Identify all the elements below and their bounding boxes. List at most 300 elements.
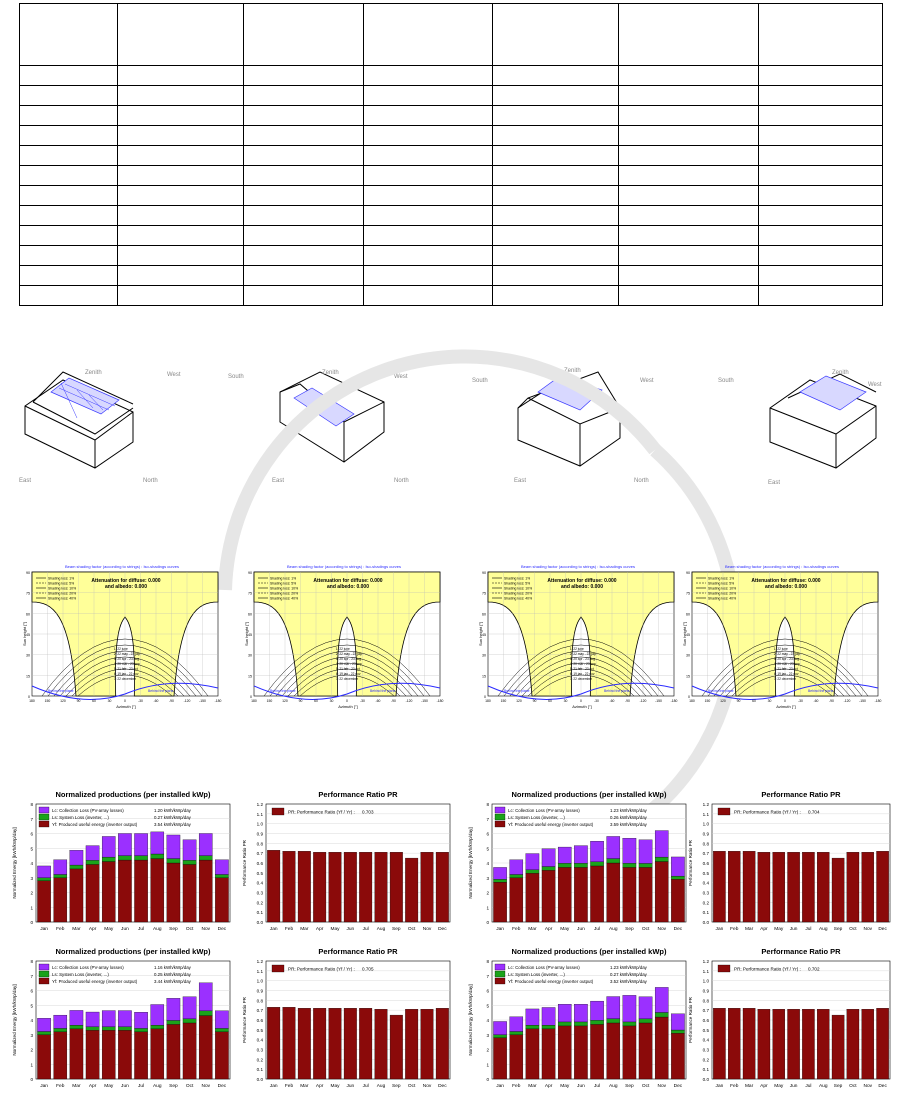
bar-lc: [510, 1017, 523, 1032]
bar-ls: [639, 1019, 652, 1023]
bar-yf: [590, 1024, 603, 1079]
bar-pr: [832, 1015, 844, 1079]
bar-lc: [199, 983, 212, 1011]
x-tick-label: Jun: [789, 1084, 798, 1089]
sun-path-date: 4: 20 mar - 23 sep: [569, 662, 596, 666]
bar-pr: [847, 1009, 859, 1079]
x-tick-label: Apr: [544, 927, 553, 932]
y-tick-label: 60: [26, 612, 30, 617]
y-tick-label: 0.9: [702, 988, 709, 994]
y-tick-label: 1.0: [256, 821, 263, 827]
y-tick-label: 5: [30, 1003, 33, 1009]
bar-lc: [493, 1021, 506, 1034]
x-tick-label: 120: [60, 699, 66, 703]
y-tick-label: 1.1: [702, 811, 709, 817]
x-tick-label: Sep: [392, 927, 401, 932]
bar-yf: [655, 1017, 668, 1079]
x-tick-label: Aug: [608, 927, 618, 932]
roof-2-east-label: East: [272, 478, 285, 484]
sun-path-date: 6: 19 jan - 22 nov: [569, 672, 595, 676]
roof-3-zenith-label: Zenith: [564, 368, 581, 374]
x-tick-label: Jun: [789, 927, 798, 932]
roof-3-east-label: East: [514, 478, 527, 484]
legend-label: Lc: Collection Loss (PV-array losses): [508, 965, 580, 970]
sun-path-date: 5: 21 feb - 23 oct: [773, 667, 798, 671]
bar-ls: [167, 1020, 180, 1024]
x-tick-label: -90: [625, 699, 630, 703]
bar-pr: [773, 1009, 785, 1079]
bar-ls: [215, 1028, 228, 1031]
bar-pr: [862, 852, 874, 922]
y-tick-label: 2: [30, 890, 33, 896]
x-tick-label: 180: [29, 699, 35, 703]
bar-lc: [623, 838, 636, 863]
albedo-label: and albedo: 0.000: [561, 584, 603, 590]
x-tick-label: 120: [516, 699, 522, 703]
table-cell: [759, 86, 883, 106]
bar-lc: [639, 840, 652, 864]
bar-yf: [37, 881, 50, 922]
table-cell: [243, 4, 363, 66]
bar-lc: [37, 1018, 50, 1031]
x-tick-label: 60: [548, 699, 552, 703]
legend-label: Ls: System Loss (inverter, ...): [508, 972, 565, 977]
y-tick-label: 0.0: [702, 1077, 709, 1082]
y-tick-label: 90: [482, 571, 486, 575]
x-tick-label: Oct: [849, 927, 857, 932]
table-row: [20, 126, 883, 146]
x-tick-label: Sep: [169, 1084, 178, 1089]
bar-lc: [607, 836, 620, 858]
table-cell: [117, 226, 243, 246]
bar-ls: [607, 859, 620, 863]
roof-1-west-label: West: [167, 372, 181, 378]
x-tick-label: Nov: [201, 927, 211, 932]
sun-path-date: 7: 22 december: [773, 677, 796, 681]
x-tick-label: May: [560, 1084, 570, 1089]
bar-lc: [542, 1007, 555, 1025]
legend-value: 0.704: [808, 809, 820, 815]
bar-yf: [542, 870, 555, 922]
bar-pr: [359, 852, 372, 922]
roof-3-south-label: South: [472, 378, 488, 384]
x-tick-label: Apr: [760, 927, 768, 932]
bar-pr: [436, 1008, 449, 1079]
sun-path-date: 4: 20 mar - 23 sep: [113, 662, 140, 666]
x-tick-label: Apr: [315, 927, 324, 932]
y-tick-label: 5: [486, 1003, 489, 1009]
legend-entry: Shading loss: 40%: [48, 596, 77, 601]
legend-entry: Shading loss: 10%: [504, 586, 533, 591]
x-tick-label: Aug: [376, 927, 386, 932]
behind-plane-label: Behind the plane: [370, 689, 396, 693]
bar-lc: [655, 831, 668, 858]
x-tick-label: -60: [153, 699, 159, 703]
x-tick-label: Sep: [169, 927, 178, 932]
legend-label: Yf: Produced useful energy (inverter output): [52, 979, 138, 984]
x-tick-label: -90: [391, 699, 396, 703]
table-cell: [117, 206, 243, 226]
normalized-production-chart: [464, 943, 694, 1095]
bar-lc: [558, 847, 571, 863]
table-cell: [363, 166, 493, 186]
table-cell: [20, 146, 118, 166]
table-row: [20, 106, 883, 126]
bar-pr: [344, 852, 357, 922]
table-cell: [493, 126, 619, 146]
legend-entry: Shading loss: 40%: [708, 596, 737, 601]
x-tick-label: May: [774, 1084, 784, 1089]
chart-title: Normalized productions (per installed kWp): [511, 947, 667, 956]
bar-pr: [313, 852, 326, 922]
table-cell: [619, 106, 759, 126]
bar-pr: [390, 852, 403, 922]
roof-2-north-label: North: [394, 478, 409, 484]
x-tick-label: Mar: [300, 1084, 309, 1089]
legend-value: 3.54 kWh/kWp/day: [154, 822, 191, 827]
table-cell: [243, 86, 363, 106]
x-tick-label: -60: [375, 699, 381, 703]
y-tick-label: 7: [30, 816, 33, 822]
sun-path-date: 1: 22 june: [113, 647, 128, 651]
bar-yf: [639, 867, 652, 922]
x-tick-label: Jan: [40, 1084, 48, 1089]
bar-lc: [493, 867, 506, 879]
x-tick-label: Feb: [56, 1084, 65, 1089]
y-axis-label: Sun height [°]: [244, 621, 249, 647]
bar-lc: [607, 997, 620, 1019]
x-tick-label: Nov: [422, 927, 432, 932]
bar-ls: [70, 1025, 83, 1029]
y-tick-label: 1: [486, 1062, 489, 1068]
y-tick-label: 8: [30, 802, 33, 807]
bar-pr: [267, 1007, 280, 1079]
bar-pr: [817, 1009, 829, 1079]
x-tick-label: Nov: [863, 927, 873, 932]
bar-lc: [215, 860, 228, 875]
bar-ls: [510, 875, 523, 878]
bar-ls: [542, 1025, 555, 1029]
table-row: [20, 86, 883, 106]
table-cell: [493, 166, 619, 186]
bar-yf: [199, 860, 212, 922]
bar-ls: [167, 859, 180, 863]
legend-value: 1.23 kWh/kWp/day: [610, 808, 647, 813]
x-tick-label: Mar: [528, 1084, 537, 1089]
bar-yf: [558, 867, 571, 922]
bar-lc: [86, 846, 99, 861]
roof-rendering-1: [3, 362, 199, 490]
behind-plane-label: Behind the plane: [504, 689, 530, 693]
bar-pr: [802, 1009, 814, 1079]
sun-path-date: 2: 22 may - 23 july: [773, 652, 800, 656]
x-tick-label: Feb: [512, 927, 521, 932]
y-tick-label: 7: [30, 973, 33, 979]
bar-lc: [542, 849, 555, 867]
chart-title: Normalized productions (per installed kWp): [511, 790, 667, 799]
bar-ls: [102, 857, 115, 861]
roof-4-zenith-label: Zenith: [832, 370, 849, 376]
x-tick-label: Mar: [744, 1084, 754, 1089]
albedo-label: and albedo: 0.000: [105, 584, 147, 590]
table-cell: [493, 66, 619, 86]
shading-title: Beam shading factor (according to strings) : Iso-shadings curves: [64, 564, 180, 569]
bar-lc: [574, 846, 587, 864]
x-tick-label: -120: [183, 699, 191, 703]
bar-yf: [607, 1023, 620, 1079]
x-tick-label: 60: [752, 699, 756, 703]
bar-ls: [493, 879, 506, 882]
bar-pr: [298, 1008, 311, 1079]
roof-3-west-label: West: [640, 378, 654, 384]
table-cell: [493, 266, 619, 286]
legend-label: PR: Performance Ratio (Yf / Yr) :: [288, 809, 355, 815]
table-cell: [117, 286, 243, 306]
table-cell: [619, 266, 759, 286]
y-tick-label: 2: [486, 890, 489, 896]
albedo-label: and albedo: 0.000: [327, 584, 369, 590]
x-tick-label: 90: [298, 699, 303, 703]
y-tick-label: 0.9: [702, 831, 709, 837]
sun-path-date: 5: 21 feb - 23 oct: [569, 667, 594, 671]
legend-value: 1.16 kWh/kWp/day: [154, 965, 191, 970]
legend-value: 3.52 kWh/kWp/day: [610, 979, 647, 984]
behind-plane-label: Behind the plane: [270, 689, 296, 693]
x-tick-label: 90: [532, 699, 537, 703]
bar-ls: [199, 1011, 212, 1016]
legend-value: 1.23 kWh/kWp/day: [610, 965, 647, 970]
y-tick-label: 0.3: [702, 1047, 709, 1053]
chart-title: Normalized productions (per installed kWp): [55, 790, 211, 799]
bar-lc: [151, 1005, 164, 1026]
y-tick-label: 0: [486, 1077, 489, 1082]
y-tick-label: 60: [686, 612, 690, 617]
y-tick-label: 1.2: [702, 959, 709, 964]
x-tick-label: Nov: [201, 1084, 211, 1089]
y-tick-label: 0.7: [702, 851, 709, 857]
y-tick-label: 0.4: [702, 1037, 709, 1043]
y-tick-label: 1.1: [256, 968, 263, 974]
x-axis-label: Azimuth [°]: [572, 704, 592, 709]
x-tick-label: Sep: [625, 1084, 634, 1089]
x-tick-label: Jan: [269, 927, 278, 932]
bar-yf: [607, 863, 620, 922]
normalized-production-chart: [464, 786, 694, 938]
table-cell: [117, 146, 243, 166]
attenuation-label: Attenuation for diffuse: 0.000: [751, 578, 821, 584]
table-row: [20, 186, 883, 206]
y-tick-label: 0.2: [256, 900, 263, 906]
sun-path-date: 7: 22 december: [335, 677, 358, 681]
legend-swatch: [39, 978, 49, 984]
x-tick-label: Mar: [300, 927, 309, 932]
x-tick-label: Jan: [715, 1084, 724, 1089]
bar-lc: [118, 1011, 131, 1027]
bar-lc: [167, 835, 180, 859]
y-tick-label: 4: [30, 861, 33, 866]
bar-pr: [743, 851, 755, 922]
x-tick-label: Dec: [217, 1084, 227, 1089]
bar-ls: [493, 1035, 506, 1038]
y-tick-label: 90: [248, 571, 252, 575]
roof-4-east-label: East: [768, 480, 781, 486]
behind-plane-label: Behind the plane: [48, 689, 74, 693]
y-tick-label: 0.0: [256, 1077, 263, 1082]
table-cell: [20, 206, 118, 226]
bar-pr: [788, 1009, 800, 1079]
bar-yf: [215, 1032, 228, 1079]
performance-ratio-chart: [238, 943, 458, 1095]
y-tick-label: 6: [30, 988, 33, 994]
x-tick-label: Jun: [121, 1084, 129, 1089]
y-tick-label: 0.5: [256, 1027, 263, 1033]
bar-ls: [37, 1032, 50, 1035]
bar-lc: [655, 987, 668, 1012]
bar-ls: [102, 1027, 115, 1031]
legend-label: Yf: Produced useful energy (inverter output): [508, 822, 594, 827]
x-tick-label: Jan: [40, 927, 48, 932]
y-tick-label: 75: [248, 591, 252, 596]
performance-ratio-chart: [684, 786, 898, 938]
bar-ls: [86, 860, 99, 864]
table-cell: [117, 126, 243, 146]
y-tick-label: 0.2: [702, 900, 709, 906]
table-cell: [117, 4, 243, 66]
table-cell: [117, 166, 243, 186]
y-tick-label: 2: [30, 1047, 33, 1053]
y-tick-label: 0.5: [256, 870, 263, 876]
y-tick-label: 1.0: [702, 978, 709, 984]
legend-entry: Shading loss: 10%: [708, 586, 737, 591]
y-tick-label: 0.4: [256, 1037, 263, 1043]
table-cell: [363, 266, 493, 286]
sun-path-date: 3: 20 apr - 23 aug: [113, 657, 140, 661]
x-tick-label: 0: [784, 699, 786, 703]
bar-yf: [623, 867, 636, 922]
x-tick-label: Jan: [496, 1084, 504, 1089]
x-tick-label: -120: [843, 699, 851, 703]
y-tick-label: 75: [482, 591, 486, 596]
table-cell: [759, 146, 883, 166]
y-tick-label: 0.8: [702, 998, 709, 1004]
legend-label: Ls: System Loss (inverter, ...): [52, 815, 109, 820]
legend-entry: Shading loss: 1%: [708, 576, 735, 581]
legend-swatch: [495, 814, 505, 820]
albedo-label: and albedo: 0.000: [765, 584, 807, 590]
bar-yf: [54, 1032, 67, 1079]
behind-plane-label: Behind the plane: [708, 689, 734, 693]
bar-yf: [215, 878, 228, 922]
x-tick-label: Feb: [284, 1084, 294, 1089]
table-cell: [619, 146, 759, 166]
x-tick-label: Aug: [608, 1084, 618, 1089]
table-cell: [243, 186, 363, 206]
bar-pr: [421, 852, 434, 922]
y-tick-label: 3: [486, 1032, 489, 1038]
table-cell: [493, 286, 619, 306]
x-tick-label: Oct: [185, 1084, 194, 1089]
legend-entry: Shading loss: 40%: [504, 596, 533, 601]
bar-yf: [118, 1030, 131, 1079]
y-tick-label: 0.0: [256, 920, 263, 925]
bar-pr: [283, 1007, 296, 1079]
x-tick-label: 30: [563, 699, 568, 703]
bar-yf: [493, 1038, 506, 1079]
table-cell: [363, 86, 493, 106]
x-tick-label: -30: [798, 699, 803, 703]
bar-ls: [134, 856, 147, 860]
table-cell: [243, 206, 363, 226]
legend-entry: Shading loss: 1%: [48, 576, 75, 581]
x-tick-label: Apr: [544, 1084, 553, 1089]
y-tick-label: 0.6: [702, 861, 709, 866]
bar-yf: [70, 869, 83, 922]
bar-ls: [151, 1025, 164, 1029]
table-cell: [759, 126, 883, 146]
y-axis-label: Performance Ratio PR: [242, 997, 247, 1043]
x-tick-label: Jul: [138, 927, 145, 932]
x-tick-label: Aug: [818, 927, 828, 932]
y-axis-label: Performance Ratio PR: [688, 840, 693, 886]
x-tick-label: Mar: [744, 927, 754, 932]
bar-yf: [183, 864, 196, 922]
bar-ls: [655, 857, 668, 861]
roof-4-south-label: South: [718, 378, 734, 384]
x-tick-label: Jan: [269, 1084, 278, 1089]
x-tick-label: 30: [767, 699, 772, 703]
chart-title: Performance Ratio PR: [761, 790, 841, 799]
x-axis-label: Azimuth [°]: [338, 704, 358, 709]
table-cell: [363, 206, 493, 226]
y-tick-label: 0.9: [256, 831, 263, 837]
behind-plane-label: Behind the plane: [148, 689, 174, 693]
legend-swatch: [495, 964, 505, 970]
table-cell: [243, 66, 363, 86]
x-tick-label: -150: [421, 699, 428, 703]
x-axis-label: Azimuth [°]: [116, 704, 136, 709]
shading-diagram: [22, 560, 222, 710]
x-tick-label: Jun: [577, 927, 585, 932]
legend-entry: Shading loss: 5%: [270, 581, 297, 586]
bar-yf: [510, 878, 523, 922]
x-tick-label: Apr: [88, 1084, 97, 1089]
sun-path-date: 6: 19 jan - 22 nov: [113, 672, 139, 676]
bar-ls: [37, 878, 50, 881]
bar-ls: [558, 1022, 571, 1026]
table-cell: [243, 126, 363, 146]
legend-entry: Shading loss: 20%: [48, 591, 77, 596]
x-tick-label: Apr: [315, 1084, 324, 1089]
x-tick-label: -30: [138, 699, 143, 703]
x-tick-label: May: [560, 927, 570, 932]
table-cell: [20, 286, 118, 306]
legend-swatch: [718, 808, 730, 815]
table-cell: [20, 86, 118, 106]
x-tick-label: -60: [609, 699, 615, 703]
table-cell: [619, 286, 759, 306]
bar-pr: [344, 1008, 357, 1079]
legend-entry: Shading loss: 10%: [270, 586, 299, 591]
bar-yf: [167, 863, 180, 922]
bar-lc: [70, 1010, 83, 1025]
sun-path-date: 2: 22 may - 23 july: [335, 652, 362, 656]
y-tick-label: 1: [30, 1062, 33, 1068]
legend-swatch: [495, 971, 505, 977]
y-tick-label: 90: [26, 571, 30, 575]
y-tick-label: 0.0: [702, 920, 709, 925]
roof-rendering-4: [700, 362, 896, 490]
x-tick-label: May: [104, 1084, 114, 1089]
